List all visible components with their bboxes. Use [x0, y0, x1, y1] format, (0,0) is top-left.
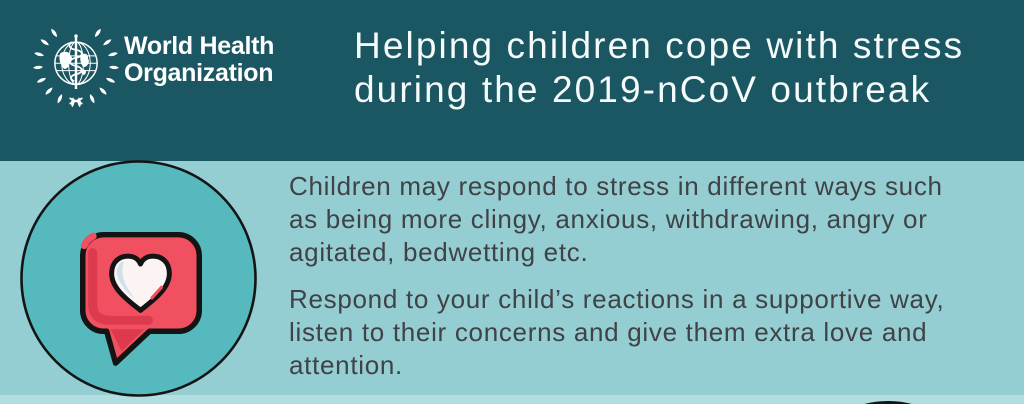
who-wordmark-line2: Organization — [124, 59, 274, 87]
who-wordmark — [124, 33, 274, 87]
page-title: Helping children cope with stress during the 2019-nCoV outbreak — [354, 25, 965, 110]
paragraph-respond-supportively: Respond to your child’s reactions in a supportive way, listen to their concerns and give them extra love and attention. — [289, 284, 945, 380]
who-logo-icon — [30, 20, 122, 112]
body-text — [289, 170, 957, 396]
who-wordmark-line1: World Health — [124, 32, 275, 60]
header-banner — [0, 0, 1024, 161]
paragraph-stress-responses: Children may respond to stress in different ways such as being more clingy, anxious, withdrawing, angry or agitated, bedwetting etc. — [289, 171, 943, 267]
heart-message-icon — [19, 159, 258, 398]
